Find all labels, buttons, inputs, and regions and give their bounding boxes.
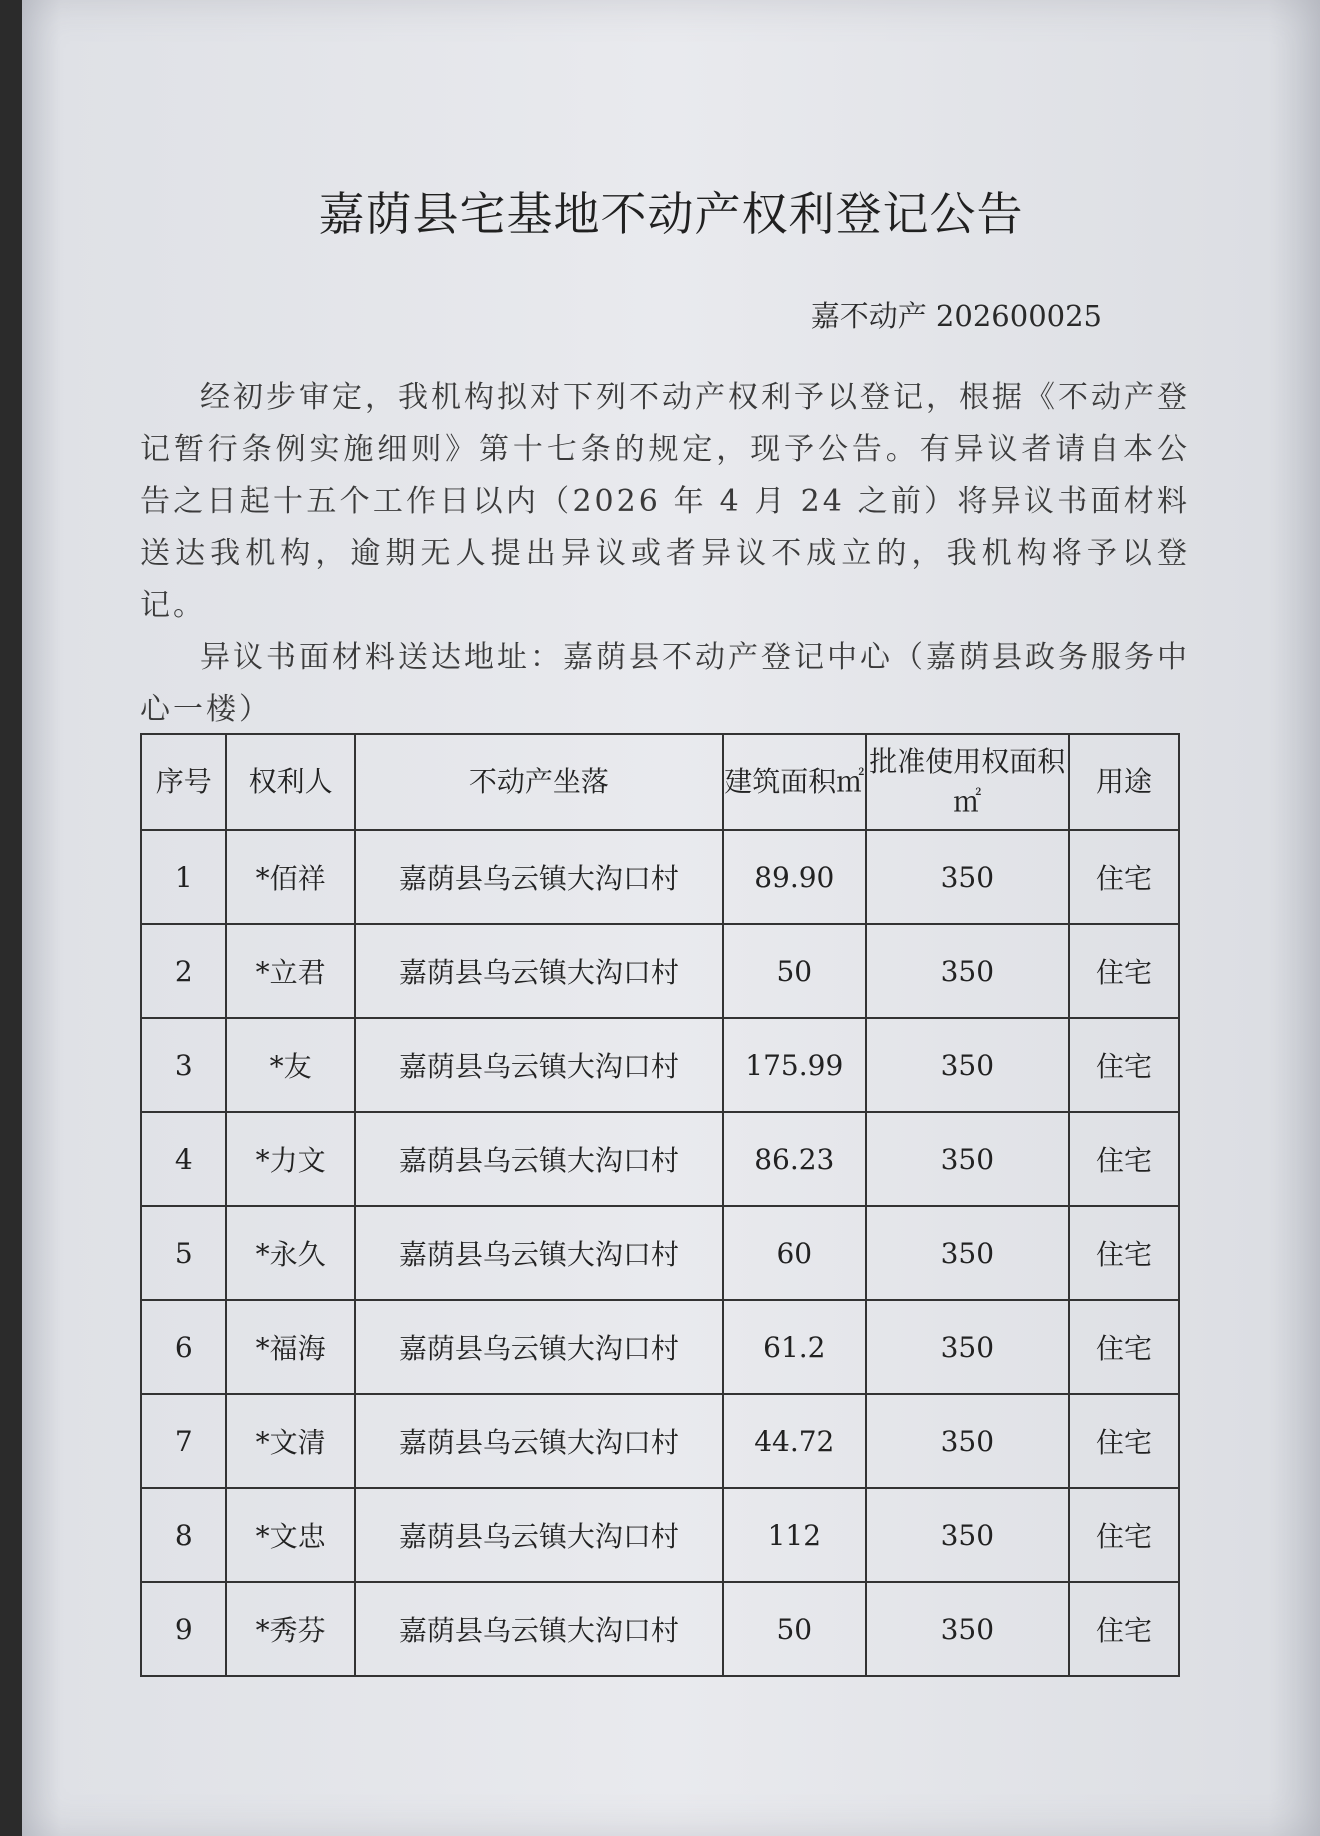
cell-owner: *友 — [226, 1018, 354, 1112]
cell-index: 5 — [141, 1206, 226, 1300]
header-usage: 用途 — [1069, 734, 1179, 830]
cell-usage: 住宅 — [1069, 1206, 1179, 1300]
header-index: 序号 — [141, 734, 226, 830]
cell-owner: *文忠 — [226, 1488, 354, 1582]
cell-building-area: 44.72 — [723, 1394, 865, 1488]
cell-index: 4 — [141, 1112, 226, 1206]
cell-usage: 住宅 — [1069, 1582, 1179, 1676]
cell-building-area: 112 — [723, 1488, 865, 1582]
registration-table — [140, 733, 1180, 1677]
table-row — [141, 1206, 1179, 1300]
cell-location: 嘉荫县乌云镇大沟口村 — [355, 1488, 723, 1582]
cell-index: 9 — [141, 1582, 226, 1676]
cell-usage: 住宅 — [1069, 830, 1179, 924]
cell-approved-area: 350 — [866, 1300, 1070, 1394]
cell-approved-area: 350 — [866, 1394, 1070, 1488]
cell-usage: 住宅 — [1069, 1112, 1179, 1206]
cell-owner: *力文 — [226, 1112, 354, 1206]
table-row — [141, 1018, 1179, 1112]
cell-owner: *文清 — [226, 1394, 354, 1488]
document-number: 嘉不动产 202600025 — [810, 299, 1102, 333]
table-row — [141, 830, 1179, 924]
table-header-row — [141, 734, 1179, 830]
table-row — [141, 1300, 1179, 1394]
cell-approved-area: 350 — [866, 1018, 1070, 1112]
cell-location: 嘉荫县乌云镇大沟口村 — [355, 1582, 723, 1676]
cell-index: 8 — [141, 1488, 226, 1582]
document-page — [22, 0, 1320, 1836]
cell-approved-area: 350 — [866, 1206, 1070, 1300]
table-row — [141, 1488, 1179, 1582]
cell-owner: *福海 — [226, 1300, 354, 1394]
cell-location: 嘉荫县乌云镇大沟口村 — [355, 1112, 723, 1206]
cell-owner: *立君 — [226, 924, 354, 1018]
cell-approved-area: 350 — [866, 830, 1070, 924]
page-title: 嘉荫县宅基地不动产权利登记公告 — [318, 187, 1024, 241]
cell-location: 嘉荫县乌云镇大沟口村 — [355, 1206, 723, 1300]
header-approved-area: 批准使用权面积㎡ — [866, 734, 1070, 830]
cell-location: 嘉荫县乌云镇大沟口村 — [355, 830, 723, 924]
cell-location: 嘉荫县乌云镇大沟口村 — [355, 1018, 723, 1112]
cell-building-area: 50 — [723, 1582, 865, 1676]
paragraph-address: 异议书面材料送达地址：嘉荫县不动产登记中心（嘉荫县政务服务中心一楼） — [140, 640, 1190, 727]
table-row — [141, 924, 1179, 1018]
cell-index: 2 — [141, 924, 226, 1018]
cell-owner: *秀芬 — [226, 1582, 354, 1676]
header-location: 不动产坐落 — [355, 734, 723, 830]
cell-location: 嘉荫县乌云镇大沟口村 — [355, 1394, 723, 1488]
cell-building-area: 86.23 — [723, 1112, 865, 1206]
cell-approved-area: 350 — [866, 1582, 1070, 1676]
cell-index: 6 — [141, 1300, 226, 1394]
cell-building-area: 50 — [723, 924, 865, 1018]
cell-usage: 住宅 — [1069, 1488, 1179, 1582]
cell-owner: *佰祥 — [226, 830, 354, 924]
cell-usage: 住宅 — [1069, 1300, 1179, 1394]
cell-usage: 住宅 — [1069, 1394, 1179, 1488]
cell-building-area: 60 — [723, 1206, 865, 1300]
cell-building-area: 89.90 — [723, 830, 865, 924]
header-owner: 权利人 — [226, 734, 354, 830]
cell-index: 3 — [141, 1018, 226, 1112]
table-row — [141, 1394, 1179, 1488]
cell-location: 嘉荫县乌云镇大沟口村 — [355, 924, 723, 1018]
cell-usage: 住宅 — [1069, 1018, 1179, 1112]
cell-location: 嘉荫县乌云镇大沟口村 — [355, 1300, 723, 1394]
table-row — [141, 1582, 1179, 1676]
cell-approved-area: 350 — [866, 1112, 1070, 1206]
cell-index: 7 — [141, 1394, 226, 1488]
paragraph-main: 经初步审定，我机构拟对下列不动产权利予以登记，根据《不动产登记暂行条例实施细则》第十七条的规定，现予公告。有异议者请自本公告之日起十五个工作日以内（2026 年 4 月 24 之前）将异议书面材料送达我机构，逾期无人提出异议或者异议不成立的，我机构将予以登记。 — [140, 380, 1190, 623]
cell-index: 1 — [141, 830, 226, 924]
cell-building-area: 61.2 — [723, 1300, 865, 1394]
cell-approved-area: 350 — [866, 1488, 1070, 1582]
cell-approved-area: 350 — [866, 924, 1070, 1018]
cell-owner: *永久 — [226, 1206, 354, 1300]
header-building-area: 建筑面积㎡ — [723, 734, 865, 830]
cell-building-area: 175.99 — [723, 1018, 865, 1112]
announcement-body — [140, 372, 1190, 736]
cell-usage: 住宅 — [1069, 924, 1179, 1018]
table-row — [141, 1112, 1179, 1206]
